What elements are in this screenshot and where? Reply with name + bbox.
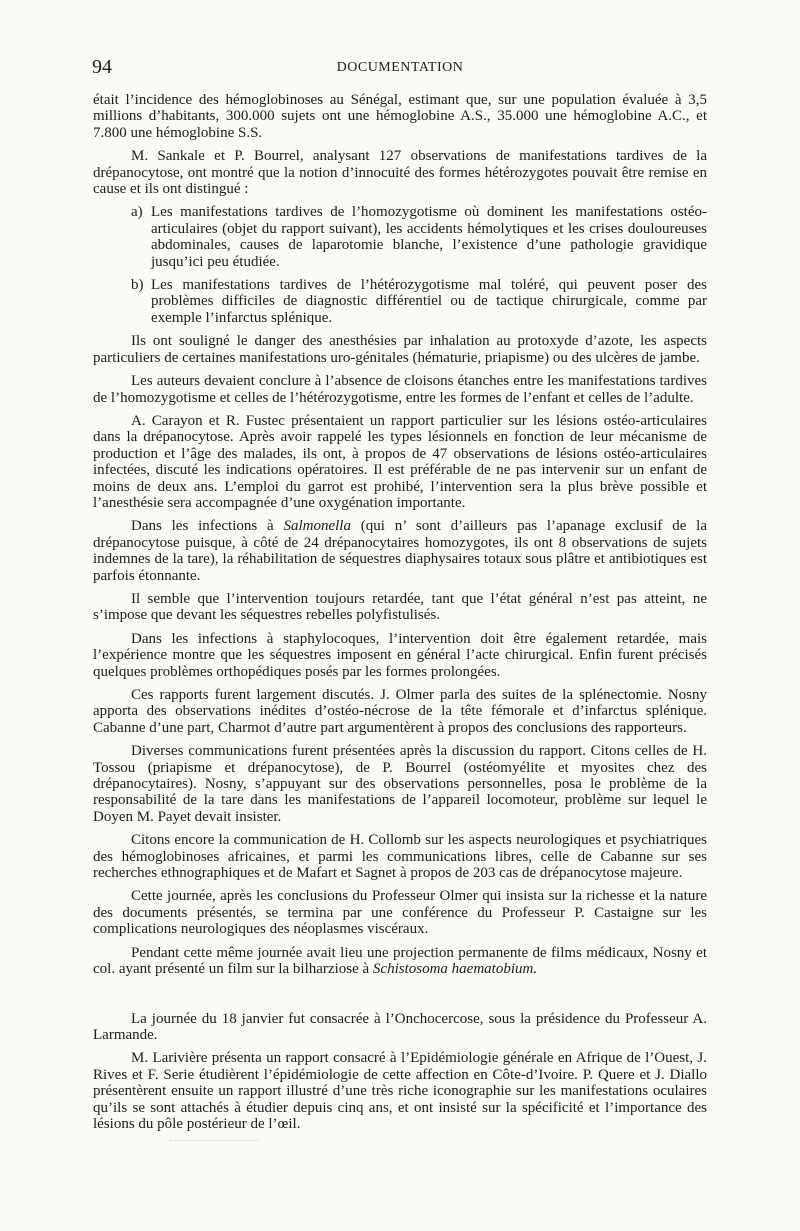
list-marker-a: a) <box>131 204 143 221</box>
page-header <box>92 56 708 84</box>
paragraph-13-start: Pendant cette même journée avait lieu une projection permanente de films médicaux, Nosny et col. ayant présenté un film sur la bilharziose à <box>93 944 707 978</box>
paragraph-7: Il semble que l’intervention toujours retardée, tant que l’état général n’est pas atteint, ne s’impose que devant les séquestres rebelles polyfistulisés. <box>93 590 707 624</box>
paragraph-6 <box>93 518 707 584</box>
paragraph-12: Cette journée, après les conclusions du Professeur Olmer qui insista sur la richesse et la nature des documents présentés, se termina par une conférence du Professeur P. Castaigne sur les complications neurologiques des néoplasmes viscéraux. <box>93 888 707 938</box>
list-text-a: Les manifestations tardives de l’homozygotisme où dominent les manifestations ostéo-articulaires (objet du rapport suivant), les accidents hémolytiques et les crises douloureuses abdominales, causes de laparotomie blanche, l’existence d’une pathologie gravidique jusqu’ici peu étudiée. <box>151 204 707 270</box>
list-item-b <box>93 277 707 326</box>
paragraph-14: La journée du 18 janvier fut consacrée à l’Onchocercose, sous la présidence du Professeur A. Larmande. <box>93 1010 707 1043</box>
paragraph-4: Les auteurs devaient conclure à l’absence de cloisons étanches entre les manifestations tardives de l’homozygotisme et celles de l’hétérozygotisme, entre les formes de l’enfant et celles de l’adulte. <box>93 373 707 406</box>
paragraph-13 <box>93 945 707 978</box>
paragraph-6-end: (qui n’ sont d’ailleurs pas l’apanage exclusif de la drépanocytose puisque, à côté de 24 drépanocytaires homozygotes, ils ont 8 observations de sujets indemnes de la tare), la réhabilitation de séquestres diaphysaires totaux sous plâtre et antibiotiques est parfois étonnante. <box>93 518 707 584</box>
paragraph-10: Diverses communications furent présentées après la discussion du rapport. Citons celles de H. Tossou (priapisme et drépanocytose), de P. Bourrel (ostéomyélite et myosites chez des drépanocytaires). Nosny, s’appuyant sur des observations personnelles, posa le problème de la responsabilité de la tare dans les manifestations de l’appareil locomoteur, problème sur lequel le Doyen M. Payet devait insister. <box>93 743 707 825</box>
paragraph-8: Dans les infections à staphylocoques, l’intervention doit être également retardée, mais l’expérience montre que les séquestres imposent en général l’acte chirurgical. Enfin furent précisés quelques problèmes orthopédiques posés par les formes prolongées. <box>93 630 707 680</box>
print-smudge <box>170 1140 260 1145</box>
page-number: 94 <box>92 56 112 78</box>
paragraph-6-start: Dans les infections à <box>131 518 284 535</box>
list-text-b: Les manifestations tardives de l’hétérozygotisme mal toléré, qui peuvent poser des problèmes difficiles de diagnostic différentiel ou de tactique chirurgicale, comme par exemple l’infarctus splénique. <box>151 277 707 326</box>
section-gap <box>93 985 707 1011</box>
paragraph-3: Ils ont souligné le danger des anesthésies par inhalation au protoxyde d’azote, les aspects particuliers de certaines manifestations uro-génitales (hématurie, priapisme) ou des ulcères de jambe. <box>93 333 707 366</box>
paragraph-13-italic: Schistosoma haematobium. <box>372 961 538 978</box>
list-marker-b: b) <box>131 277 144 294</box>
paragraph-15: M. Larivière présenta un rapport consacré à l’Epidémiologie générale en Afrique de l’Ouest, J. Rives et F. Serie étudièrent l’épidémiologie de cette affection en Côte-d’Ivoire. P. Quere et J. Diallo présentèrent ensuite un rapport illustré d’une très riche iconographie sur les manifestations oculaires qu’ils se sont attachés à étudier depuis cinq ans, et ont insisté sur la spécificité et l’importance des lésions du pôle postérieur de l’œil. <box>93 1050 707 1132</box>
list-item-a <box>93 204 707 270</box>
paragraph-9: Ces rapports furent largement discutés. J. Olmer parla des suites de la splénectomie. Nosny apporta des observations inédites d’ostéo-nécrose de la tête fémorale et d’infarctus splénique. Cabanne d’une part, Charmot d’autre part argumentèrent à propos des conclusions des rapporteurs. <box>93 687 707 736</box>
running-title: DOCUMENTATION <box>336 60 464 75</box>
paragraph-2: M. Sankale et P. Bourrel, analysant 127 observations de manifestations tardives de la drépanocytose, ont montré que la notion d’innocuité des formes hétérozygotes pouvait être remise en cause et ils ont distingué : <box>93 148 707 198</box>
paragraph-6-italic: Salmonella <box>283 518 351 535</box>
paragraph-1: était l’incidence des hémoglobinoses au Sénégal, estimant que, sur une population évaluée à 3,5 millions d’habitants, 300.000 sujets ont une hémoglobine A.S., 35.000 une hémoglobine A.C., et 7.800 une hémoglobine S.S. <box>93 92 707 141</box>
paragraph-5: A. Carayon et R. Fustec présentaient un rapport particulier sur les lésions ostéo-articulaires dans la drépanocytose. Après avoir rappelé les types lésionnels en fonction de leur mécanisme de production et l’âge des malades, ils ont, à propos de 47 observations de lésions ostéo-articulaires infectées, discuté les indications opératoires. Il est préférable de ne pas intervenir sur un enfant de moins de deux ans. L’emploi du garrot est prohibé, l’intervention sera la plus brève possible et l’anesthésie sera accompagnée d’une oxygénation importante. <box>93 412 707 511</box>
body-text <box>93 92 707 1139</box>
paragraph-11: Citons encore la communication de H. Collomb sur les aspects neurologiques et psychiatriques des hémoglobinoses africaines, et parmi les communications libres, celle de Cabanne sur ses recherches ethnographiques et de Mafart et Sagnet à propos de 203 cas de drépanocytose majeure. <box>93 832 707 882</box>
